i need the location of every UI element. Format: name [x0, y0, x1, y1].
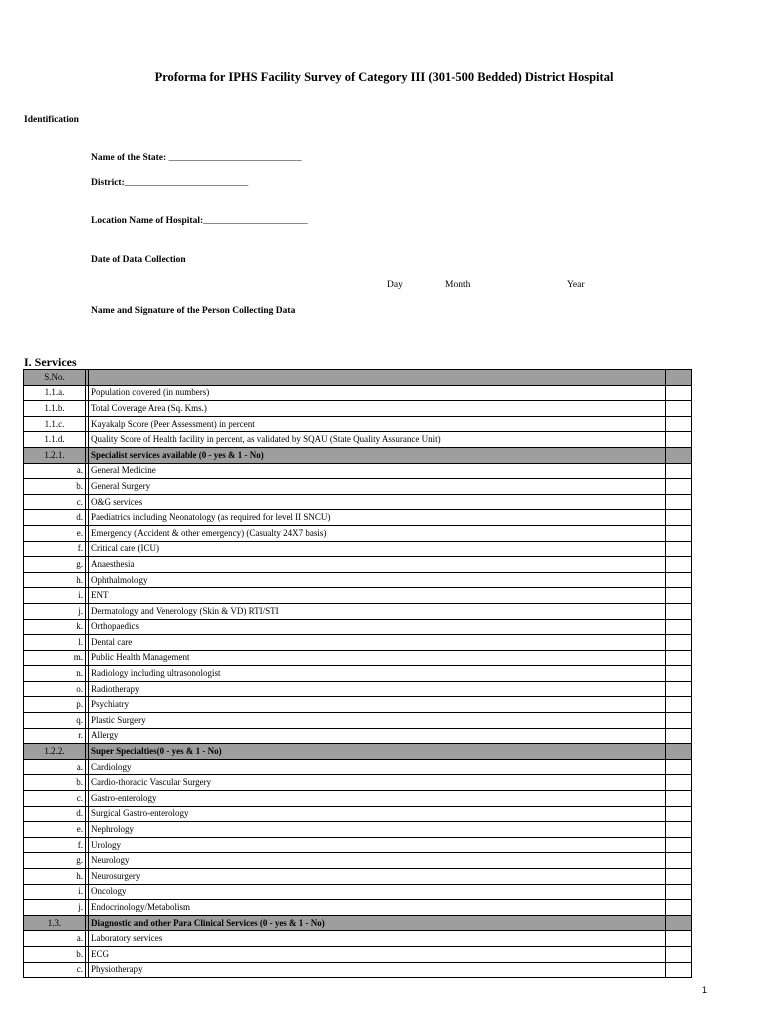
description-cell: Radiotherapy — [89, 681, 666, 697]
description-cell: Laboratory services — [89, 931, 666, 947]
description-cell: Urology — [89, 837, 666, 853]
serial-number-cell: i. — [24, 884, 86, 900]
description-cell: Dental care — [89, 635, 666, 651]
serial-number-cell: f. — [24, 541, 86, 557]
serial-number-cell: b. — [24, 775, 86, 791]
table-row — [24, 619, 692, 635]
table-row — [24, 479, 692, 495]
serial-number-cell: b. — [24, 946, 86, 962]
answer-cell[interactable] — [666, 416, 692, 432]
answer-cell[interactable] — [666, 900, 692, 916]
answer-cell[interactable] — [666, 619, 692, 635]
section-header-row — [24, 744, 692, 760]
answer-cell[interactable] — [666, 541, 692, 557]
description-cell: Orthopaedics — [89, 619, 666, 635]
description-cell: Specialist services available (0 - yes & 1 - No) — [89, 447, 666, 463]
serial-number-cell: 1.2.1. — [24, 447, 86, 463]
serial-number-cell: p. — [24, 697, 86, 713]
serial-number-cell: a. — [24, 759, 86, 775]
date-label: Date of Data Collection — [91, 255, 186, 265]
serial-number-cell: n. — [24, 666, 86, 682]
page-number: 1 — [701, 985, 707, 995]
table-row — [24, 416, 692, 432]
month-label: Month — [445, 280, 471, 290]
description-cell: General Medicine — [89, 463, 666, 479]
year-label: Year — [567, 280, 585, 290]
table-row — [24, 588, 692, 604]
serial-number-cell: j. — [24, 900, 86, 916]
answer-cell[interactable] — [666, 837, 692, 853]
serial-number-cell: S.No. — [24, 370, 86, 386]
serial-number-cell: 1.1.c. — [24, 416, 86, 432]
serial-number-cell: i. — [24, 588, 86, 604]
answer-cell[interactable] — [666, 479, 692, 495]
table-row — [24, 385, 692, 401]
table-row — [24, 822, 692, 838]
table-row — [24, 931, 692, 947]
answer-cell[interactable] — [666, 635, 692, 651]
serial-number-cell: 1.2.2. — [24, 744, 86, 760]
answer-cell[interactable] — [666, 603, 692, 619]
answer-cell[interactable] — [666, 791, 692, 807]
description-cell: Nephrology — [89, 822, 666, 838]
serial-number-cell: e. — [24, 525, 86, 541]
serial-number-cell: g. — [24, 557, 86, 573]
district-field — [91, 178, 248, 188]
answer-cell[interactable] — [666, 931, 692, 947]
table-row — [24, 946, 692, 962]
answer-cell — [666, 744, 692, 760]
description-cell: Oncology — [89, 884, 666, 900]
table-row — [24, 900, 692, 916]
description-cell: Paediatrics including Neonatology (as required for level II SNCU) — [89, 510, 666, 526]
document-title: Proforma for IPHS Facility Survey of Category III (301-500 Bedded) District Hospital — [154, 70, 614, 84]
day-label: Day — [387, 280, 403, 290]
description-cell: Surgical Gastro-enterology — [89, 806, 666, 822]
serial-number-cell: b. — [24, 479, 86, 495]
description-cell: Radiology including ultrasonologist — [89, 666, 666, 682]
answer-cell[interactable] — [666, 510, 692, 526]
table-row — [24, 557, 692, 573]
serial-number-cell: m. — [24, 650, 86, 666]
table-row — [24, 463, 692, 479]
serial-number-cell: 1.3. — [24, 915, 86, 931]
description-cell: O&G services — [89, 494, 666, 510]
serial-number-cell: 1.1.b. — [24, 401, 86, 417]
serial-number-cell: 1.1.d. — [24, 432, 86, 448]
serial-number-cell: a. — [24, 931, 86, 947]
table-row — [24, 884, 692, 900]
location-field — [91, 216, 308, 226]
description-cell: Population covered (in numbers) — [89, 385, 666, 401]
answer-cell[interactable] — [666, 775, 692, 791]
table-row — [24, 728, 692, 744]
serial-number-cell: c. — [24, 962, 86, 978]
identification-heading: Identification — [24, 115, 79, 125]
serial-number-cell: d. — [24, 806, 86, 822]
answer-cell[interactable] — [666, 853, 692, 869]
table-row — [24, 635, 692, 651]
serial-number-cell: j. — [24, 603, 86, 619]
serial-number-cell: q. — [24, 713, 86, 729]
serial-number-cell: o. — [24, 681, 86, 697]
table-row — [24, 572, 692, 588]
description-cell: Allergy — [89, 728, 666, 744]
answer-cell[interactable] — [666, 432, 692, 448]
answer-cell[interactable] — [666, 713, 692, 729]
state-blank[interactable]: ____________________________ — [166, 153, 302, 163]
state-label: Name of the State: — [91, 153, 167, 163]
serial-number-cell: g. — [24, 853, 86, 869]
description-cell: Endocrinology/Metabolism — [89, 900, 666, 916]
description-cell: ENT — [89, 588, 666, 604]
table-row — [24, 603, 692, 619]
collector-label: Name and Signature of the Person Collecting Data — [91, 306, 296, 316]
table-row — [24, 962, 692, 978]
table-row — [24, 791, 692, 807]
description-cell: Neurology — [89, 853, 666, 869]
description-cell: Ophthalmology — [89, 572, 666, 588]
serial-number-cell: c. — [24, 494, 86, 510]
answer-cell[interactable] — [666, 525, 692, 541]
answer-cell — [666, 370, 692, 386]
state-field — [91, 153, 302, 163]
answer-cell — [666, 915, 692, 931]
table-row — [24, 697, 692, 713]
section-heading: I. Services — [24, 355, 77, 369]
serial-number-cell: l. — [24, 635, 86, 651]
answer-cell[interactable] — [666, 946, 692, 962]
serial-number-cell: 1.1.a. — [24, 385, 86, 401]
description-cell: Super Specialties(0 - yes & 1 - No) — [89, 744, 666, 760]
table-row — [24, 759, 692, 775]
description-cell: Quality Score of Health facility in percent, as validated by SQAU (State Quality Assurance Unit) — [89, 432, 666, 448]
services-table-body — [24, 370, 692, 978]
location-blank[interactable]: ______________________ — [203, 216, 308, 226]
answer-cell[interactable] — [666, 869, 692, 885]
table-row — [24, 853, 692, 869]
answer-cell[interactable] — [666, 822, 692, 838]
answer-cell[interactable] — [666, 884, 692, 900]
description-cell — [89, 370, 666, 386]
table-row — [24, 666, 692, 682]
answer-cell[interactable] — [666, 588, 692, 604]
answer-cell[interactable] — [666, 401, 692, 417]
district-blank[interactable]: __________________________ — [124, 178, 249, 188]
section-header-row — [24, 447, 692, 463]
description-cell: Cardiology — [89, 759, 666, 775]
answer-cell[interactable] — [666, 759, 692, 775]
table-row — [24, 650, 692, 666]
serial-number-cell: e. — [24, 822, 86, 838]
answer-cell[interactable] — [666, 697, 692, 713]
answer-cell[interactable] — [666, 681, 692, 697]
description-cell: ECG — [89, 946, 666, 962]
description-cell: Total Coverage Area (Sq. Kms.) — [89, 401, 666, 417]
answer-cell[interactable] — [666, 572, 692, 588]
description-cell: Anaesthesia — [89, 557, 666, 573]
description-cell: Physiotherapy — [89, 962, 666, 978]
description-cell: Plastic Surgery — [89, 713, 666, 729]
description-cell: Psychiatry — [89, 697, 666, 713]
answer-cell[interactable] — [666, 806, 692, 822]
description-cell: Critical care (ICU) — [89, 541, 666, 557]
table-row — [24, 713, 692, 729]
serial-number-cell: d. — [24, 510, 86, 526]
description-cell: Public Health Management — [89, 650, 666, 666]
description-cell: Cardio-thoracic Vascular Surgery — [89, 775, 666, 791]
table-row — [24, 432, 692, 448]
section-header-row — [24, 370, 692, 386]
serial-number-cell: k. — [24, 619, 86, 635]
answer-cell[interactable] — [666, 962, 692, 978]
description-cell: Neurosurgery — [89, 869, 666, 885]
answer-cell[interactable] — [666, 728, 692, 744]
answer-cell[interactable] — [666, 494, 692, 510]
district-label: District: — [91, 178, 125, 188]
serial-number-cell: c. — [24, 791, 86, 807]
table-row — [24, 869, 692, 885]
serial-number-cell: a. — [24, 463, 86, 479]
description-cell: Kayakalp Score (Peer Assessment) in percent — [89, 416, 666, 432]
description-cell: Emergency (Accident & other emergency) (Casualty 24X7 basis) — [89, 525, 666, 541]
table-row — [24, 775, 692, 791]
answer-cell — [666, 447, 692, 463]
table-row — [24, 401, 692, 417]
table-row — [24, 510, 692, 526]
answer-cell[interactable] — [666, 463, 692, 479]
answer-cell[interactable] — [666, 385, 692, 401]
section-header-row — [24, 915, 692, 931]
description-cell: Gastro-enterology — [89, 791, 666, 807]
description-cell: Dermatology and Venerology (Skin & VD) RTI/STI — [89, 603, 666, 619]
serial-number-cell: f. — [24, 837, 86, 853]
answer-cell[interactable] — [666, 557, 692, 573]
serial-number-cell: h. — [24, 869, 86, 885]
description-cell: General Surgery — [89, 479, 666, 495]
location-label: Location Name of Hospital: — [91, 216, 204, 226]
answer-cell[interactable] — [666, 666, 692, 682]
table-row — [24, 541, 692, 557]
table-row — [24, 494, 692, 510]
serial-number-cell: r. — [24, 728, 86, 744]
answer-cell[interactable] — [666, 650, 692, 666]
services-table — [23, 369, 692, 978]
table-row — [24, 837, 692, 853]
table-row — [24, 681, 692, 697]
serial-number-cell: h. — [24, 572, 86, 588]
table-row — [24, 806, 692, 822]
description-cell: Diagnostic and other Para Clinical Services (0 - yes & 1 - No) — [89, 915, 666, 931]
table-row — [24, 525, 692, 541]
